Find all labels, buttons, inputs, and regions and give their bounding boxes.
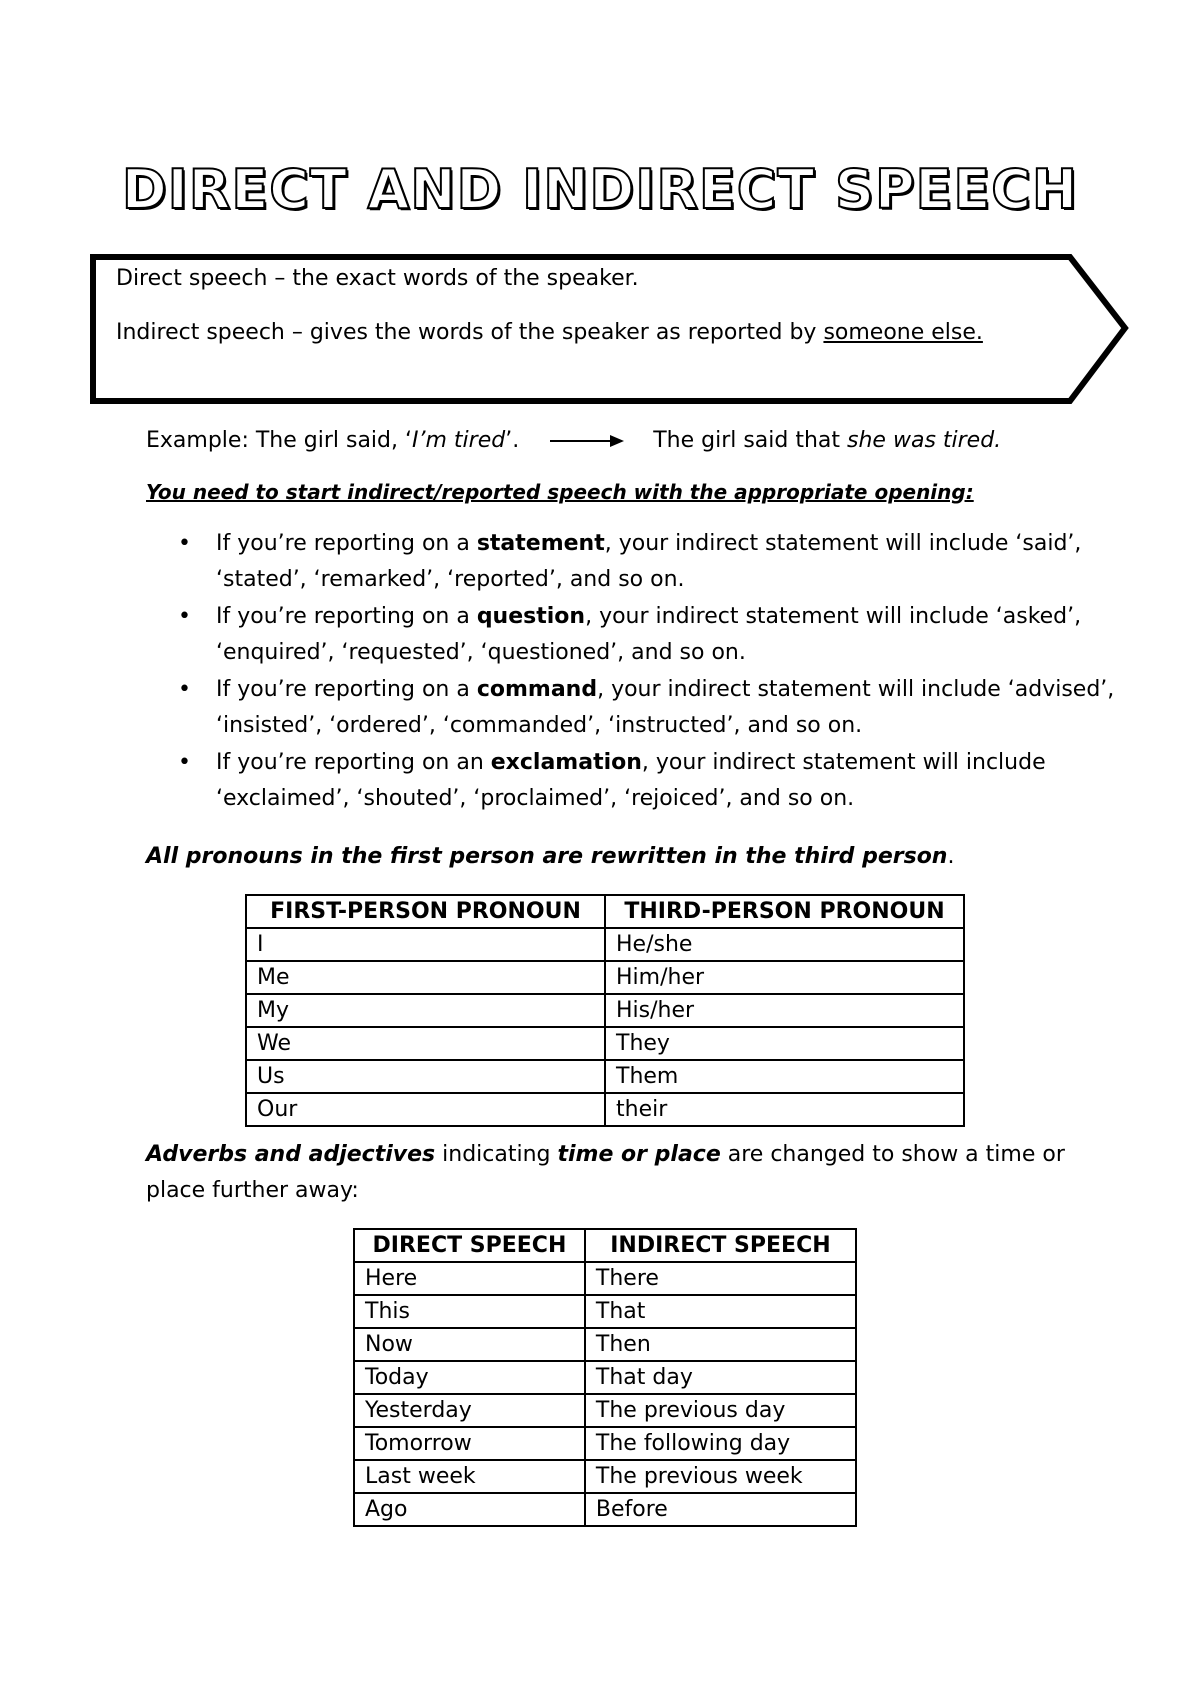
reporting-verbs-list bbox=[146, 526, 1176, 818]
table-row bbox=[246, 1060, 964, 1093]
column-header: THIRD-PERSON PRONOUN bbox=[605, 895, 964, 928]
adverbs-rule-line2: place further away: bbox=[146, 1178, 359, 1203]
table-row bbox=[354, 1427, 856, 1460]
table-cell: The previous week bbox=[585, 1460, 856, 1493]
table-row bbox=[354, 1361, 856, 1394]
example-line bbox=[146, 428, 1001, 454]
table-header-row bbox=[354, 1229, 856, 1262]
table-cell: That day bbox=[585, 1361, 856, 1394]
table-cell: their bbox=[605, 1093, 964, 1126]
table-cell: They bbox=[605, 1027, 964, 1060]
table-header-row bbox=[246, 895, 964, 928]
table-cell: Last week bbox=[354, 1460, 585, 1493]
table-row bbox=[246, 961, 964, 994]
table-cell: We bbox=[246, 1027, 605, 1060]
right-arrow-icon bbox=[550, 429, 624, 454]
bullet-prefix: If you’re reporting on a bbox=[216, 604, 477, 629]
table-cell: Tomorrow bbox=[354, 1427, 585, 1460]
column-header: INDIRECT SPEECH bbox=[585, 1229, 856, 1262]
table-cell: Our bbox=[246, 1093, 605, 1126]
adverbs-rule-bold: time or place bbox=[557, 1142, 721, 1167]
table-cell: Now bbox=[354, 1328, 585, 1361]
example-reported-text: The girl said that bbox=[653, 428, 848, 453]
definition-box bbox=[90, 254, 1130, 404]
adverbs-rule-bold: Adverbs and adjectives bbox=[146, 1142, 436, 1167]
adverbs-rule-end: are changed to show a time or bbox=[720, 1142, 1065, 1167]
bullet-keyword: exclamation bbox=[490, 750, 642, 775]
table-cell: Ago bbox=[354, 1493, 585, 1526]
bullet-keyword: question bbox=[476, 604, 586, 629]
bullet-prefix: If you’re reporting on a bbox=[216, 677, 477, 702]
table-cell: The previous day bbox=[585, 1394, 856, 1427]
indirect-speech-definition bbox=[116, 320, 983, 345]
table-cell: Then bbox=[585, 1328, 856, 1361]
table-cell: Today bbox=[354, 1361, 585, 1394]
table-row bbox=[246, 1027, 964, 1060]
table-row bbox=[354, 1295, 856, 1328]
bullet-suffix: , your indirect statement will include ‘asked’, ‘enquired’, ‘requested’, ‘questioned’, and so on. bbox=[216, 604, 1082, 665]
table-cell: I bbox=[246, 928, 605, 961]
bullet-keyword: command bbox=[476, 677, 598, 702]
bullet-suffix: , your indirect statement will include ‘advised’, ‘insisted’, ‘ordered’, ‘commanded’, ‘instructed’, and so on. bbox=[216, 677, 1115, 738]
indirect-definition-text: Indirect speech – gives the words of the speaker as reported by bbox=[116, 320, 824, 345]
page-title: DIRECT AND INDIRECT SPEECH bbox=[121, 158, 1079, 221]
example-direct-quote: I’m tired bbox=[412, 428, 506, 453]
speech-table bbox=[353, 1228, 857, 1527]
table-cell: The following day bbox=[585, 1427, 856, 1460]
table-cell: This bbox=[354, 1295, 585, 1328]
bullet-prefix: If you’re reporting on a bbox=[216, 531, 477, 556]
table-cell: Him/her bbox=[605, 961, 964, 994]
example-quote-end: ’. bbox=[505, 428, 520, 453]
adverbs-rule-mid: indicating bbox=[435, 1142, 558, 1167]
direct-speech-definition: Direct speech – the exact words of the speaker. bbox=[116, 266, 639, 291]
table-cell: There bbox=[585, 1262, 856, 1295]
table-row bbox=[354, 1394, 856, 1427]
bullet-prefix: If you’re reporting on an bbox=[216, 750, 491, 775]
table-cell: Yesterday bbox=[354, 1394, 585, 1427]
pronoun-rule-text: All pronouns in the first person are rewritten in the third person bbox=[146, 844, 948, 869]
bullet-suffix: , your indirect statement will include ‘said’, ‘stated’, ‘remarked’, ‘reported’, and so on. bbox=[216, 531, 1082, 592]
opening-heading: You need to start indirect/reported speech with the appropriate opening: bbox=[146, 480, 974, 504]
example-label: Example: The girl said, ‘ bbox=[146, 428, 412, 453]
table-cell: My bbox=[246, 994, 605, 1027]
table-row bbox=[354, 1460, 856, 1493]
list-item bbox=[216, 526, 1176, 598]
table-cell: Me bbox=[246, 961, 605, 994]
table-cell: Us bbox=[246, 1060, 605, 1093]
table-row bbox=[246, 1093, 964, 1126]
table-row bbox=[354, 1493, 856, 1526]
column-header: DIRECT SPEECH bbox=[354, 1229, 585, 1262]
pronoun-table bbox=[245, 894, 965, 1127]
table-cell: His/her bbox=[605, 994, 964, 1027]
table-row bbox=[354, 1262, 856, 1295]
pronoun-rule-end: . bbox=[947, 844, 955, 869]
table-cell: He/she bbox=[605, 928, 964, 961]
table-cell: That bbox=[585, 1295, 856, 1328]
indirect-definition-underlined: someone else. bbox=[823, 320, 983, 345]
table-row bbox=[354, 1328, 856, 1361]
list-item bbox=[216, 745, 1176, 817]
table-cell: Here bbox=[354, 1262, 585, 1295]
table-row bbox=[246, 928, 964, 961]
table-cell: Before bbox=[585, 1493, 856, 1526]
bullet-suffix: , your indirect statement will include ‘exclaimed’, ‘shouted’, ‘proclaimed’, ‘rejoiced’, and so on. bbox=[216, 750, 1046, 811]
list-item bbox=[216, 672, 1176, 744]
adverbs-rule-line1 bbox=[146, 1142, 1065, 1167]
table-row bbox=[246, 994, 964, 1027]
example-reported-italic: she was tired. bbox=[847, 428, 1002, 453]
pronoun-rule bbox=[146, 844, 954, 869]
list-item bbox=[216, 599, 1176, 671]
bullet-keyword: statement bbox=[476, 531, 605, 556]
table-cell: Them bbox=[605, 1060, 964, 1093]
column-header: FIRST-PERSON PRONOUN bbox=[246, 895, 605, 928]
